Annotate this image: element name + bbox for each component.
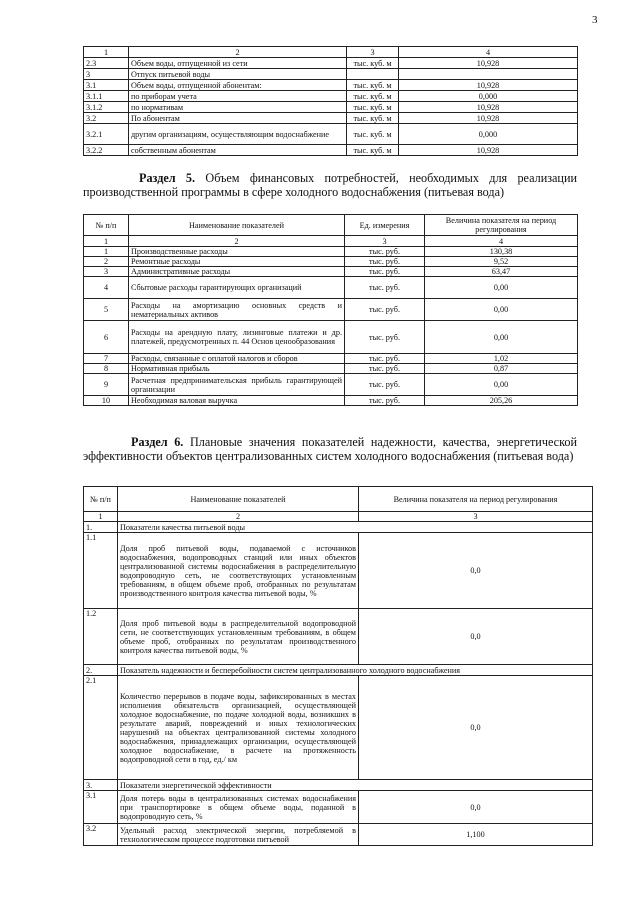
row-unit: тыс. куб. м bbox=[347, 58, 399, 69]
row-name: Доля проб питьевой воды, подаваемой с источников водоснабжения, водопроводных станций или иных объектов централизованной системы водоснабжения в распределительную водопроводную сеть, не соответствующих установленным требованиям, в общем объеме проб, отобранных по результатам производственного контроля качества питьевой воды, % bbox=[118, 533, 359, 609]
row-unit: тыс. руб. bbox=[345, 354, 425, 364]
table-numbering-row bbox=[84, 236, 578, 247]
group-row bbox=[84, 780, 593, 791]
row-unit: тыс. куб. м bbox=[347, 145, 399, 156]
row-name: Объем воды, отпущенной абонентам: bbox=[129, 80, 347, 91]
table-row bbox=[84, 91, 578, 102]
row-number: 2.3 bbox=[84, 58, 129, 69]
table-header-row bbox=[84, 47, 578, 58]
table-row bbox=[84, 267, 578, 277]
table-row bbox=[84, 354, 578, 364]
row-unit: тыс. куб. м bbox=[347, 102, 399, 113]
row-number: 3.2 bbox=[84, 824, 118, 846]
row-value: 130,38 bbox=[425, 247, 578, 257]
row-name: Нормативная прибыль bbox=[129, 364, 345, 374]
table-row bbox=[84, 113, 578, 124]
row-unit: тыс. руб. bbox=[345, 277, 425, 299]
row-number: 3.2.1 bbox=[84, 124, 129, 145]
table-row bbox=[84, 374, 578, 396]
row-value: 0,00 bbox=[425, 299, 578, 321]
header-cell: Наименование показателей bbox=[129, 215, 345, 236]
row-value: 10,928 bbox=[399, 102, 578, 113]
row-number: 1 bbox=[84, 247, 129, 257]
row-value: 10,928 bbox=[399, 145, 578, 156]
row-value: 1,100 bbox=[359, 824, 593, 846]
row-unit: тыс. руб. bbox=[345, 267, 425, 277]
row-number: 3.2.2 bbox=[84, 145, 129, 156]
row-name: Расчетная предпринимательская прибыль гарантирующей организации bbox=[129, 374, 345, 396]
financial-needs-table bbox=[83, 214, 578, 406]
row-number: 3 bbox=[84, 69, 129, 80]
column-number: 2 bbox=[129, 47, 347, 58]
row-value: 0,0 bbox=[359, 791, 593, 824]
column-number: 2 bbox=[118, 512, 359, 522]
row-name: Расходы на арендную плату, лизинговые платежи и др. платежей, предусмотренных п. 44 Основ ценообразования bbox=[129, 321, 345, 354]
table-row bbox=[84, 396, 578, 406]
row-number: 1.2 bbox=[84, 609, 118, 665]
row-name: По абонентам bbox=[129, 113, 347, 124]
row-number: 2.1 bbox=[84, 676, 118, 780]
header-cell: Ед. измерения bbox=[345, 215, 425, 236]
table-row bbox=[84, 791, 593, 824]
row-name: Производственные расходы bbox=[129, 247, 345, 257]
table-row bbox=[84, 364, 578, 374]
group-row bbox=[84, 665, 593, 676]
row-value: 0,00 bbox=[425, 374, 578, 396]
group-row bbox=[84, 522, 593, 533]
row-name: Расходы, связанные с оплатой налогов и сборов bbox=[129, 354, 345, 364]
row-value: 10,928 bbox=[399, 80, 578, 91]
row-number: 2 bbox=[84, 257, 129, 267]
row-number: 6 bbox=[84, 321, 129, 354]
row-unit: тыс. куб. м bbox=[347, 80, 399, 91]
table-header-row bbox=[84, 215, 578, 236]
water-volume-table bbox=[83, 46, 578, 156]
column-number: 3 bbox=[359, 512, 593, 522]
row-number: 3.1 bbox=[84, 791, 118, 824]
column-number: 2 bbox=[129, 236, 345, 247]
row-value: 205,26 bbox=[425, 396, 578, 406]
row-unit: тыс. руб. bbox=[345, 321, 425, 354]
row-name: по нормативам bbox=[129, 102, 347, 113]
row-number: 7 bbox=[84, 354, 129, 364]
page-number: 3 bbox=[592, 14, 598, 26]
table-row bbox=[84, 676, 593, 780]
row-name: собственным абонентам bbox=[129, 145, 347, 156]
row-unit: тыс. руб. bbox=[345, 247, 425, 257]
row-value: 63,47 bbox=[425, 267, 578, 277]
section-5-heading bbox=[83, 171, 577, 199]
table-row bbox=[84, 533, 593, 609]
row-number: 3.2 bbox=[84, 113, 129, 124]
section-5-title: Объем финансовых потребностей, необходимых для реализации производственной программы в сфере холодного водоснабжения (питьевая вода) bbox=[83, 171, 578, 199]
table-row bbox=[84, 69, 578, 80]
section-6-label: Раздел 6. bbox=[131, 435, 184, 449]
row-unit: тыс. руб. bbox=[345, 364, 425, 374]
indicators-table bbox=[83, 486, 593, 846]
table-row bbox=[84, 321, 578, 354]
row-name: другим организациям, осуществляющим водоснабжение bbox=[129, 124, 347, 145]
row-name: Ремонтные расходы bbox=[129, 257, 345, 267]
row-unit: тыс. куб. м bbox=[347, 113, 399, 124]
row-number: 3.1.2 bbox=[84, 102, 129, 113]
row-name: Удельный расход электрической энергии, потребляемой в технологическом процессе подготовки питьевой bbox=[118, 824, 359, 846]
table-row bbox=[84, 609, 593, 665]
table-row bbox=[84, 102, 578, 113]
column-number: 3 bbox=[347, 47, 399, 58]
row-value: 0,87 bbox=[425, 364, 578, 374]
row-unit: тыс. руб. bbox=[345, 396, 425, 406]
row-unit: тыс. куб. м bbox=[347, 91, 399, 102]
header-cell: Величина показателя на период регулирования bbox=[359, 487, 593, 512]
section-6-heading bbox=[83, 435, 577, 463]
table-row bbox=[84, 80, 578, 91]
header-cell: Наименование показателей bbox=[118, 487, 359, 512]
row-name: Отпуск питьевой воды bbox=[129, 69, 347, 80]
row-value: 9,52 bbox=[425, 257, 578, 267]
row-name: Объем воды, отпущенной из сети bbox=[129, 58, 347, 69]
row-unit: тыс. куб. м bbox=[347, 124, 399, 145]
row-value: 0,000 bbox=[399, 124, 578, 145]
section-5-label: Раздел 5. bbox=[139, 171, 196, 185]
row-name: Доля проб питьевой воды в распределительной водопроводной сети, не соответствующих установленным требованиям, в общем объеме проб, отобранных по результатам производственного контроля качества питьевой воды, % bbox=[118, 609, 359, 665]
column-number: 4 bbox=[425, 236, 578, 247]
row-value: 1,02 bbox=[425, 354, 578, 364]
table-row bbox=[84, 299, 578, 321]
row-number: 1. bbox=[84, 522, 118, 533]
row-unit: тыс. руб. bbox=[345, 257, 425, 267]
row-number: 3.1.1 bbox=[84, 91, 129, 102]
row-name: Количество перерывов в подаче воды, зафиксированных в местах исполнения обязательств организацией, осуществляющей холодное водоснабжение, по подаче холодной воды, возникших в результате аварий, повреждений и иных технологических нарушений на объектах централизованной системы холодного водоснабжения, принадлежащих организации, осуществляющей холодное водоснабжение, в расчете на протяженность водопроводной сети в год, ед./ км bbox=[118, 676, 359, 780]
group-title: Показатели качества питьевой воды bbox=[118, 522, 593, 533]
table-row bbox=[84, 257, 578, 267]
row-value: 10,928 bbox=[399, 58, 578, 69]
row-number: 9 bbox=[84, 374, 129, 396]
row-name: Доля потерь воды в централизованных системах водоснабжения при транспортировке в общем объеме воды, поданной в водопроводную сеть, % bbox=[118, 791, 359, 824]
row-number: 3. bbox=[84, 780, 118, 791]
table-numbering-row bbox=[84, 512, 593, 522]
column-number: 1 bbox=[84, 47, 129, 58]
row-value: 10,928 bbox=[399, 113, 578, 124]
row-value: 0,00 bbox=[425, 321, 578, 354]
row-name: Необходимая валовая выручка bbox=[129, 396, 345, 406]
section-6-title: Плановые значения показателей надежности, качества, энергетической эффективности объектов централизованных систем холодного водоснабжения (питьевая вода) bbox=[83, 435, 577, 463]
row-number: 3 bbox=[84, 267, 129, 277]
table-row bbox=[84, 247, 578, 257]
row-number: 4 bbox=[84, 277, 129, 299]
column-number: 1 bbox=[84, 512, 118, 522]
row-name: Расходы на амортизацию основных средств и нематериальных активов bbox=[129, 299, 345, 321]
row-name: Административные расходы bbox=[129, 267, 345, 277]
group-title: Показатель надежности и бесперебойности систем централизованного холодного водоснабжения bbox=[118, 665, 593, 676]
table-row bbox=[84, 124, 578, 145]
row-number: 3.1 bbox=[84, 80, 129, 91]
row-value: 0,0 bbox=[359, 533, 593, 609]
row-value: 0,0 bbox=[359, 676, 593, 780]
row-number: 10 bbox=[84, 396, 129, 406]
header-cell: № п/п bbox=[84, 215, 129, 236]
row-unit: тыс. руб. bbox=[345, 374, 425, 396]
row-value: 0,0 bbox=[359, 609, 593, 665]
group-title: Показатели энергетической эффективности bbox=[118, 780, 593, 791]
column-number: 4 bbox=[399, 47, 578, 58]
table-row bbox=[84, 145, 578, 156]
column-number: 1 bbox=[84, 236, 129, 247]
table-row bbox=[84, 58, 578, 69]
row-unit: тыс. руб. bbox=[345, 299, 425, 321]
table-row bbox=[84, 277, 578, 299]
table-row bbox=[84, 824, 593, 846]
header-cell: Величина показателя на период регулирования bbox=[425, 215, 578, 236]
row-name: Сбытовые расходы гарантирующих организаций bbox=[129, 277, 345, 299]
row-value bbox=[399, 69, 578, 80]
table-header-row bbox=[84, 487, 593, 512]
header-cell: № п/п bbox=[84, 487, 118, 512]
row-value: 0,00 bbox=[425, 277, 578, 299]
row-unit bbox=[347, 69, 399, 80]
column-number: 3 bbox=[345, 236, 425, 247]
row-number: 5 bbox=[84, 299, 129, 321]
row-value: 0,000 bbox=[399, 91, 578, 102]
row-number: 8 bbox=[84, 364, 129, 374]
row-number: 2. bbox=[84, 665, 118, 676]
row-name: по приборам учета bbox=[129, 91, 347, 102]
row-number: 1.1 bbox=[84, 533, 118, 609]
